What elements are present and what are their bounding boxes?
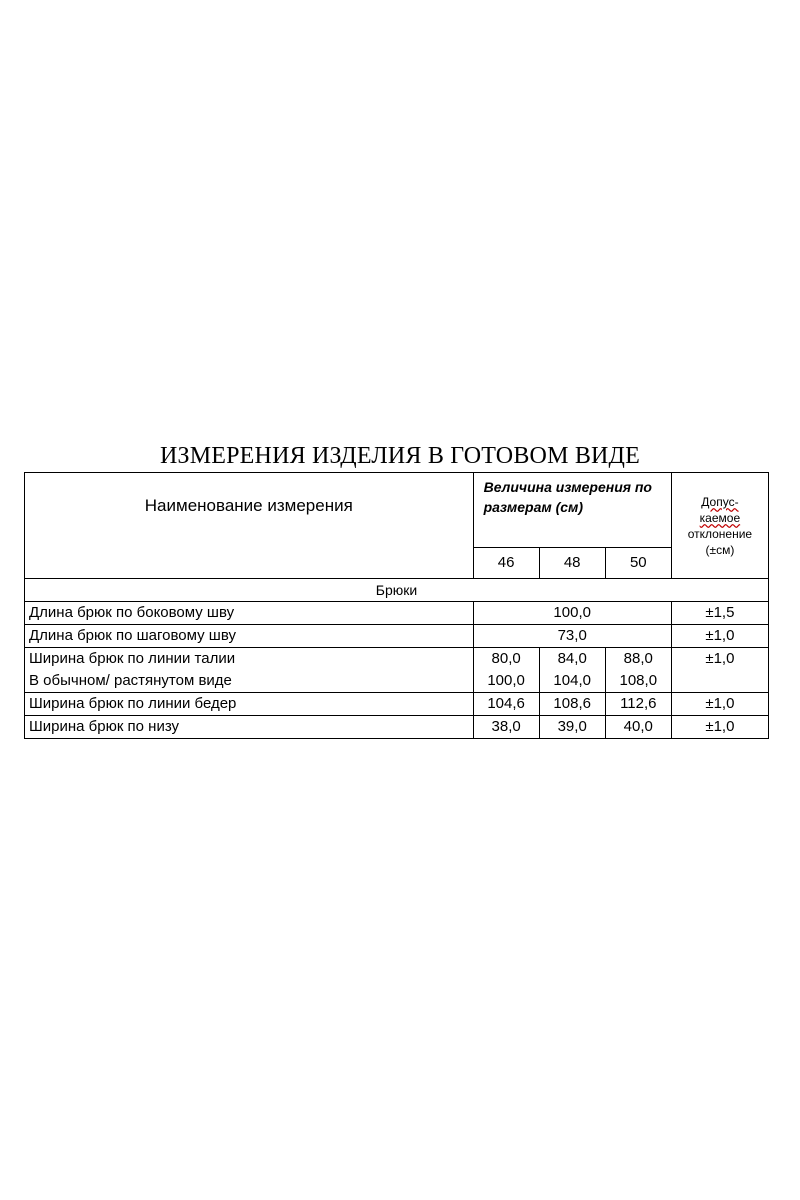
table-row (25, 602, 769, 625)
section-row (25, 579, 769, 602)
header-tolerance-line2: каемое (699, 510, 741, 525)
header-tolerance (671, 473, 768, 579)
table-header-row (25, 473, 769, 548)
row-value-48: 108,6 (539, 693, 605, 716)
row-value-46: 38,0 (473, 716, 539, 739)
size-header-48: 48 (539, 548, 605, 579)
row-tolerance: ±1,5 (671, 602, 768, 625)
table-row (25, 716, 769, 739)
value-stretched: 100,0 (487, 672, 525, 689)
value-normal: 80,0 (491, 650, 521, 667)
row-value-merged: 73,0 (473, 625, 671, 648)
row-name-line1: Ширина брюк по линии талии (29, 650, 236, 667)
value-stretched: 108,0 (619, 672, 658, 689)
row-value-merged: 100,0 (473, 602, 671, 625)
measurements-table (24, 472, 769, 739)
row-name: Длина брюк по боковому шву (25, 602, 474, 625)
row-name-line2: В обычном/ растянутом виде (29, 672, 232, 689)
row-value-48 (539, 648, 605, 693)
header-tolerance-line1: Допус- (701, 494, 739, 509)
row-value-50 (605, 648, 671, 693)
value-normal: 88,0 (623, 650, 653, 667)
table-row (25, 648, 769, 693)
document-title: ИЗМЕРЕНИЯ ИЗДЕЛИЯ В ГОТОВОМ ВИДЕ (159, 443, 640, 469)
value-normal: 84,0 (557, 650, 587, 667)
row-tolerance: ±1,0 (671, 693, 768, 716)
row-value-48: 39,0 (539, 716, 605, 739)
row-value-46 (473, 648, 539, 693)
header-tolerance-line3: отклонение (687, 526, 753, 541)
row-value-46: 104,6 (473, 693, 539, 716)
section-trousers: Брюки (25, 579, 769, 602)
row-name (25, 648, 474, 693)
table-row (25, 693, 769, 716)
row-tolerance: ±1,0 (671, 716, 768, 739)
header-tolerance-line4: (±см) (705, 542, 735, 557)
row-tolerance: ±1,0 (671, 625, 768, 648)
row-value-50: 112,6 (605, 693, 671, 716)
value-stretched: 104,0 (553, 672, 591, 689)
row-value-50: 40,0 (605, 716, 671, 739)
size-header-50: 50 (605, 548, 671, 579)
size-header-46: 46 (473, 548, 539, 579)
table-row (25, 625, 769, 648)
row-name: Ширина брюк по линии бедер (25, 693, 474, 716)
row-name: Длина брюк по шаговому шву (25, 625, 474, 648)
row-tolerance: ±1,0 (671, 648, 768, 693)
header-measurement-name: Наименование измерения (25, 473, 474, 579)
header-size-group: Величина измерения по размерам (см) (473, 473, 671, 548)
row-name: Ширина брюк по низу (25, 716, 474, 739)
